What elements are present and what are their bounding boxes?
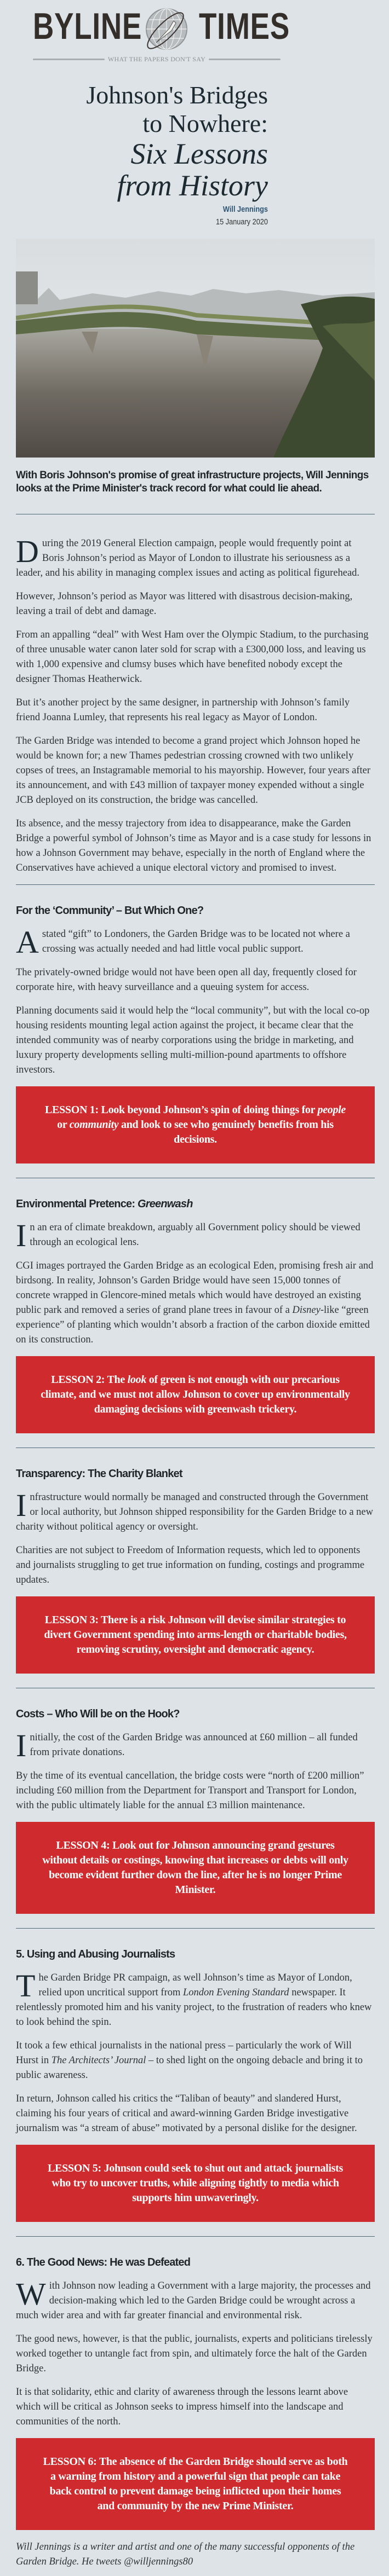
- text-run: Transparency: The Charity Blanket: [16, 1468, 182, 1480]
- author-bio: Will Jennings is a writer and artist and one of the many successful opponents of the Garden Bridge. He tweets @willjennings80: [16, 2542, 355, 2567]
- text-run: LESSON 5: Johnson could seek to shut out and attack journalists who try to uncover truths, while aligning tightly to media which supports him unwaveringly.: [47, 2162, 343, 2204]
- text-run: 6. The Good News: He was Defeated: [16, 2256, 191, 2268]
- text-run: uring the 2019 General Election campaign, people would frequently point at Boris Johnson’s period as Mayor of London to illustrate his seriousness as a leader, and his ability in managing complex issues and acting as political figurehead.: [16, 538, 360, 578]
- headline-italic-line: Six Lessons: [130, 137, 268, 170]
- text-run: Charities are not subject to Freedom of Information requests, which led to opponents and journalists struggling to get true information on funding, costings and programme updates.: [16, 1545, 365, 1585]
- text-run: -like “green experience” of planting which wouldn’t absorb a fraction of the carbon dioxide emitted on its construction.: [16, 1305, 370, 1345]
- article-section: [16, 1468, 375, 1674]
- headline-italic-line: from History: [117, 169, 268, 202]
- section-heading: [16, 1198, 375, 1211]
- tagline: WHAT THE PAPERS DON'T SAY: [107, 55, 206, 63]
- article-body: [16, 536, 375, 2569]
- swoosh-divider: [209, 59, 281, 60]
- text-run: It took a few ethical journalists in the national press – particularly the work of Will Hurst in: [16, 2040, 352, 2066]
- section-divider: [16, 1928, 375, 1929]
- body-paragraph: [16, 1769, 375, 1813]
- section-divider: [16, 2236, 375, 2237]
- text-run: The Garden Bridge was intended to become a grand project which Johnson hoped he would be known for; a new Thames pedestrian crossing crowned with two unlikely copses of trees, an Instagramable memorial to his mayorship. However, four years after its announcement, and with £43 million of taxpayer money expended without a single JCB deployed on its construction, the bridge was cancelled.: [16, 736, 371, 806]
- body-paragraph: [16, 2276, 375, 2323]
- drop-cap: A: [16, 924, 39, 960]
- lesson-callout: [16, 1356, 375, 1433]
- article-section: [16, 1198, 375, 1433]
- text-run: nfrastructure would normally be managed and constructed through the Government or local authority, but Johnson shipped responsibility for the Garden Bridge to a new charity without political agency or oversight.: [16, 1492, 373, 1532]
- lesson-callout: [16, 1086, 375, 1163]
- masthead[interactable]: [16, 0, 375, 82]
- section-heading: [16, 1948, 375, 1961]
- text-run: In return, Johnson called his critics the “Taliban of beauty” and slandered Hurst, claiming his four years of critical and award-winning Garden Bridge investigative journalism was “a stream of abuse” motivated by a personal dislike for the designer.: [16, 2093, 357, 2134]
- italic-text: Greenwash: [137, 1198, 193, 1210]
- text-run: LESSON 2: The: [51, 1374, 128, 1386]
- body-paragraph: [16, 817, 375, 876]
- body-paragraph: [16, 2092, 375, 2136]
- body-paragraph: [16, 696, 375, 725]
- article-section: [16, 1948, 375, 2222]
- body-paragraph: [16, 2385, 375, 2429]
- lesson-callout: [16, 1822, 375, 1914]
- body-paragraph: [16, 1259, 375, 1347]
- text-run: of green is not enough with our precarious climate, and we must not allow Johnson to cover up environmentally damaging decisions with greenwash trickery.: [41, 1374, 350, 1415]
- text-run: Environmental Pretence:: [16, 1198, 138, 1210]
- body-paragraph: [16, 2332, 375, 2376]
- italic-text: look: [127, 1374, 147, 1386]
- section-heading: [16, 1708, 375, 1721]
- section-heading: [16, 905, 375, 917]
- text-run: LESSON 3: There is a risk Johnson will devise similar strategies to divert Government spending into arms-length or charitable bodies, removing scrutiny, oversight and democratic agency.: [44, 1614, 347, 1655]
- lesson-callout: [16, 2438, 375, 2530]
- text-run: he Garden Bridge PR campaign, as well Johnson’s time as Mayor of London, relied upon uncritical support from: [38, 1972, 352, 1998]
- title-block: [16, 81, 268, 227]
- body-paragraph: [16, 1728, 375, 1763]
- italic-text: Disney: [292, 1305, 321, 1316]
- text-run: or: [57, 1119, 70, 1131]
- headline-line: Johnson's Bridges: [86, 81, 268, 109]
- text-run: ith Johnson now leading a Government with a large majority, the processes and decision-making which led to the Garden Bridge could be wrought across a much wider area and with far greater financial and environmental risk.: [16, 2280, 371, 2321]
- lesson-callout: [16, 2145, 375, 2222]
- text-run: LESSON 1: Look beyond Johnson’s spin of doing things for: [44, 1104, 318, 1116]
- body-paragraph: [16, 965, 375, 995]
- hero-image-garden-bridge: [16, 239, 375, 458]
- text-run: For the ‘Community’ – But Which One?: [16, 905, 204, 917]
- section-divider: [16, 884, 375, 885]
- text-run: The good news, however, is that the public, journalists, experts and politicians tirelessly worked together to untangle fact from spin, and ultimately force the halt of the Garden Bridge.: [16, 2334, 373, 2374]
- drop-cap: T: [16, 1968, 36, 2004]
- text-run: From an appalling “deal” with West Ham over the Olympic Stadium, to the purchasing of three unusable water canon later sold for scrap with a £300,000 loss, and leaving us with 1,000 expensive and clumsy buses which have benefited nobody except the designer Thomas Heatherwick.: [16, 629, 369, 685]
- drop-cap: I: [16, 1728, 27, 1763]
- italic-text: The Architects’ Journal: [51, 2055, 146, 2066]
- body-paragraph: [16, 1004, 375, 1078]
- text-run: Planning documents said it would help the “local community”, but with the local co-op housing residents mounting legal action against the project, it became clear that the intended community was of nearby corporations using the bridge in marketing, and luxury property developments selling multi-million-pound apartments to offshore investors.: [16, 1005, 370, 1075]
- globe-logo-icon: [141, 4, 190, 54]
- text-run: By the time of its eventual cancellation, the bridge costs were “north of £200 million” including £60 million from the Department for Transport and Transport for London, with the public ultimately liable for the annual £3 million maintenance.: [16, 1770, 364, 1811]
- author-link[interactable]: Will Jennings: [222, 205, 268, 214]
- text-run: n an era of climate breakdown, arguably all Government policy should be viewed through an ecological lens.: [30, 1222, 361, 1248]
- text-run: Costs – Who Will be on the Hook?: [16, 1708, 180, 1720]
- text-run: nitially, the cost of the Garden Bridge was announced at £60 million – all funded from private donations.: [30, 1732, 358, 1758]
- publish-date: 15 January 2020: [215, 217, 268, 227]
- swoosh-divider: [33, 59, 105, 60]
- tagline-row: [33, 55, 281, 63]
- logo-word-times: TIMES: [199, 5, 290, 47]
- intro-section: [16, 536, 375, 876]
- body-paragraph: [16, 924, 375, 960]
- italic-text: London Evening Standard: [183, 1987, 289, 1998]
- article-section: [16, 1708, 375, 1914]
- image-caption: With Boris Johnson's promise of great infrastructure projects, Will Jennings looks at the Prime Minister's track record for what could lie ahead.: [16, 470, 369, 494]
- lesson-callout: [16, 1596, 375, 1674]
- drop-cap: I: [16, 1487, 27, 1523]
- text-run: LESSON 6: The absence of the Garden Bridge should serve as both a warning from history and a powerful sign that people can take back control to prevent damage being inflicted upon their homes and community by the new Prime Minister.: [43, 2456, 348, 2512]
- text-run: 5. Using and Abusing Journalists: [16, 1948, 175, 1960]
- text-run: Its absence, and the messy trajectory from idea to disappearance, make the Garden Bridge a powerful symbol of Johnson’s time as Mayor and is a case study for lessons in how a Johnson Government may behave, especially in the north of England where the Conservatives have achieved a unique electoral victory and promised to invest.: [16, 818, 371, 873]
- body-paragraph: [16, 1543, 375, 1588]
- text-run: – to shed light on the ongoing debacle and bring it to public awareness.: [16, 2055, 363, 2081]
- body-paragraph: [16, 536, 375, 581]
- drop-cap: W: [16, 2276, 46, 2312]
- body-paragraph: [16, 734, 375, 808]
- article-section: [16, 905, 375, 1163]
- article-section: [16, 2256, 375, 2530]
- text-run: However, Johnson’s period as Mayor was littered with disastrous decision-making, leaving a trail of debt and damage.: [16, 591, 353, 617]
- section-heading: [16, 1468, 375, 1480]
- body-paragraph: [16, 1968, 375, 2030]
- headline-line: to Nowhere:: [142, 109, 268, 137]
- section-heading: [16, 2256, 375, 2269]
- text-run: But it’s another project by the same designer, in partnership with Johnson’s family friend Joanna Lumley, that represents his real legacy as Mayor of London.: [16, 697, 350, 723]
- body-paragraph: [16, 628, 375, 687]
- drop-cap: I: [16, 1218, 27, 1253]
- text-run: newspaper. It relentlessly promoted him and his vanity project, to the frustration of readers who knew to look behind the spin.: [16, 1987, 372, 2028]
- body-paragraph: [16, 2039, 375, 2083]
- text-run: and look to see who genuinely benefits from his decisions.: [118, 1119, 334, 1145]
- logo-word-byline: BYLINE: [33, 5, 142, 47]
- italic-text: community: [69, 1119, 119, 1131]
- drop-cap: D: [16, 534, 39, 569]
- text-run: The privately-owned bridge would not have been open all day, frequently closed for corporate hire, with heavy surveillance and a queuing system for access.: [16, 967, 357, 993]
- body-paragraph: [16, 1487, 375, 1535]
- italic-text: people: [317, 1104, 346, 1116]
- body-paragraph: [16, 1218, 375, 1253]
- body-paragraph: [16, 589, 375, 619]
- text-run: stated “gift” to Londoners, the Garden Bridge was to be located not where a crossing was actually needed and had little vocal public support.: [42, 929, 350, 954]
- text-run: LESSON 4: Look out for Johnson announcing grand gestures without details or costings, knowing that increases or debts will only become evident further down the line, after he is no longer Prime Minister.: [42, 1839, 348, 1896]
- text-run: CGI images portrayed the Garden Bridge as an ecological Eden, promising fresh air and birdsong. In reality, Johnson’s Garden Bridge would have seen 15,000 tonnes of concrete wrapped in Glencore-mined metals which would have destroyed an existing public park and removed a series of grand plane trees in favour of a: [16, 1260, 374, 1316]
- text-run: It is that solidarity, ethic and clarity of awareness through the lessons learnt above which will be critical as Johnson seeks to impress himself into the landscape and communities of the north.: [16, 2387, 348, 2427]
